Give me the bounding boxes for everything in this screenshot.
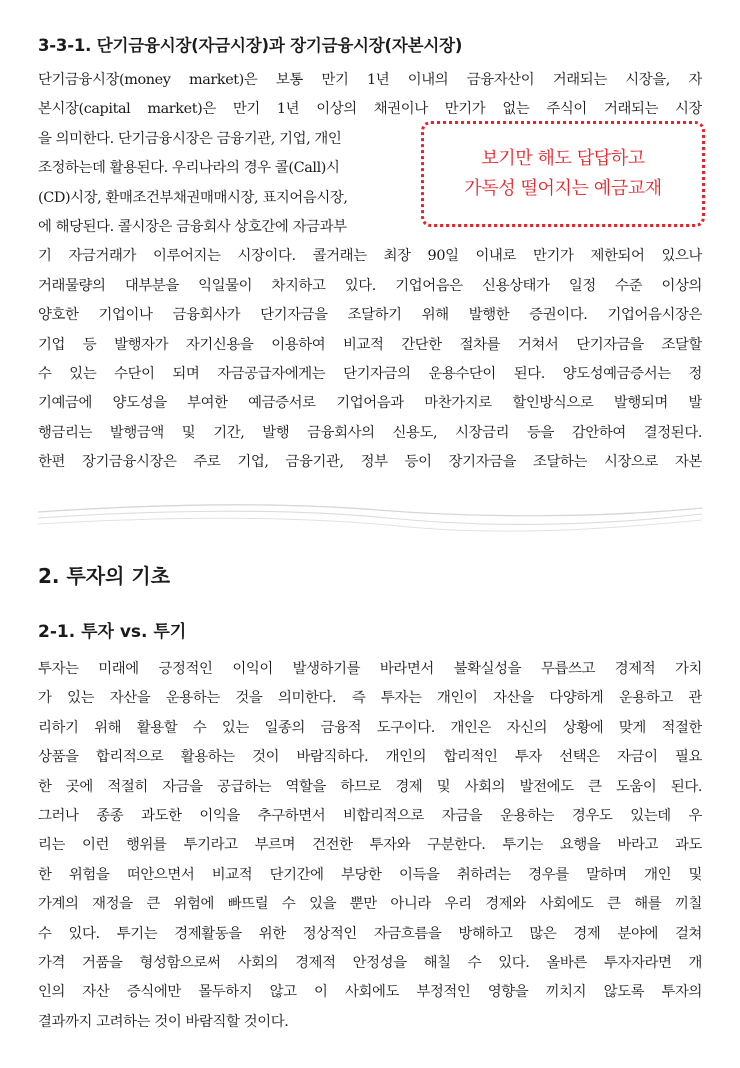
text-line: 한 곳에 적절히 자금을 공급하는 역할을 하므로 경제 및 사회의 발전에도 큰 도움이 된다. <box>38 778 702 795</box>
text-line: 그러나 종종 과도한 이익을 추구하면서 비합리적으로 자금을 운용하는 경우도 있는데 우 <box>38 807 702 824</box>
text-line: (CD)시장, 환매조건부채권매매시장, 표지어음시장, <box>38 189 348 206</box>
chapter-paragraph <box>38 655 702 1037</box>
text-line: 가 있는 자산을 운용하는 것을 의미한다. 즉 투자는 개인이 자산을 다양하게 운용하고 관 <box>38 690 702 707</box>
callout-line: 보기만 해도 답답하고 <box>481 148 645 169</box>
text-line: 양호한 기업이나 금융회사가 단기자금을 조달하기 위해 발행한 증권이다. 기업어음시장은 <box>38 307 702 324</box>
subsection-heading: 2-1. 투자 vs. 투기 <box>38 622 187 642</box>
text-line: 을 의미한다. 단기금융시장은 금융기관, 기업, 개인 <box>38 130 342 147</box>
text-line: 거래물량의 대부분을 익일물이 차지하고 있다. 기업어음은 신용상태가 일정 수준 이상의 <box>38 277 702 294</box>
text-line: 조정하는데 활용된다. 우리나라의 경우 콜(Call)시 <box>38 160 340 177</box>
text-line: 기예금에 양도성을 부여한 예금증서로 기업어음과 마찬가지로 할인방식으로 발행되며 발 <box>38 395 702 412</box>
text-line: 한 위험을 떠안으면서 비교적 단기간에 부당한 이득을 취하려는 경우를 말하며 개인 및 <box>38 866 702 883</box>
text-line: 리는 이런 행위를 투기라고 부르며 건전한 투자와 구분한다. 투기는 요행을 바라고 과도 <box>38 837 702 854</box>
annotation-callout <box>421 121 705 227</box>
callout-line: 가독성 떨어지는 예금교재 <box>464 178 662 199</box>
text-line: 단기금융시장(money market)은 보통 만기 1년 이내의 금융자산이 거래되는 시장을, 자 <box>38 72 702 88</box>
text-line: 수 있는 수단이 되며 자금공급자에게는 단기자금의 운용수단이 된다. 양도성예금증서는 정 <box>38 365 702 382</box>
text-line: 결과까지 고려하는 것이 바람직할 것이다. <box>38 1013 289 1030</box>
text-line: 에 해당된다. 콜시장은 금융회사 상호간에 자금과부 <box>38 218 347 235</box>
page-break-divider <box>38 496 702 540</box>
text-line: 수 있다. 투기는 경제활동을 위한 정상적인 자금흐름을 방해하고 많은 경제 분야에 걸쳐 <box>38 925 702 942</box>
text-line: 가격 거품을 형성함으로써 사회의 경제적 안정성을 해칠 수 있다. 올바른 투자자라면 개 <box>38 954 702 971</box>
text-line: 투자는 미래에 긍정적인 이익이 발생하기를 바라면서 불확실성을 무릅쓰고 경제적 가치 <box>38 661 702 677</box>
text-line: 한편 장기금융시장은 주로 기업, 금융기관, 정부 등이 장기자금을 조달하는 시장으로 자본 <box>38 454 702 471</box>
text-line: 본시장(capital market)은 만기 1년 이상의 채권이나 만기가 없는 주식이 거래되는 시장 <box>38 101 702 118</box>
text-line: 기 자금거래가 이루어지는 시장이다. 콜거래는 최장 90일 이내로 만기가 제한되어 있으나 <box>38 248 702 265</box>
text-line: 리하기 위해 활용할 수 있는 일종의 금융적 도구이다. 개인은 자신의 상황에 맞게 적절한 <box>38 719 702 736</box>
text-line: 인의 자산 증식에만 몰두하지 않고 이 사회에도 부정적인 영향을 끼치지 않도록 투자의 <box>38 984 702 1001</box>
text-line: 가계의 재정을 큰 위험에 빠뜨릴 수 있을 뿐만 아니라 우리 경제와 사회에도 큰 해를 끼칠 <box>38 896 702 913</box>
text-line: 상품을 합리적으로 활용하는 것이 바람직하다. 개인의 합리적인 투자 선택은 자금이 필요 <box>38 749 702 766</box>
text-line: 행금리는 발행금액 및 기간, 발행 금융회사의 신용도, 시장금리 등을 감안하여 결정된다. <box>38 424 702 441</box>
chapter-heading: 2. 투자의 기초 <box>38 564 171 588</box>
text-line: 기업 등 발행자가 자기신용을 이용하여 비교적 간단한 절차를 거쳐서 단기자금을 조달할 <box>38 336 702 353</box>
section-title: 3-3-1. 단기금융시장(자금시장)과 장기금융시장(자본시장) <box>38 36 463 55</box>
